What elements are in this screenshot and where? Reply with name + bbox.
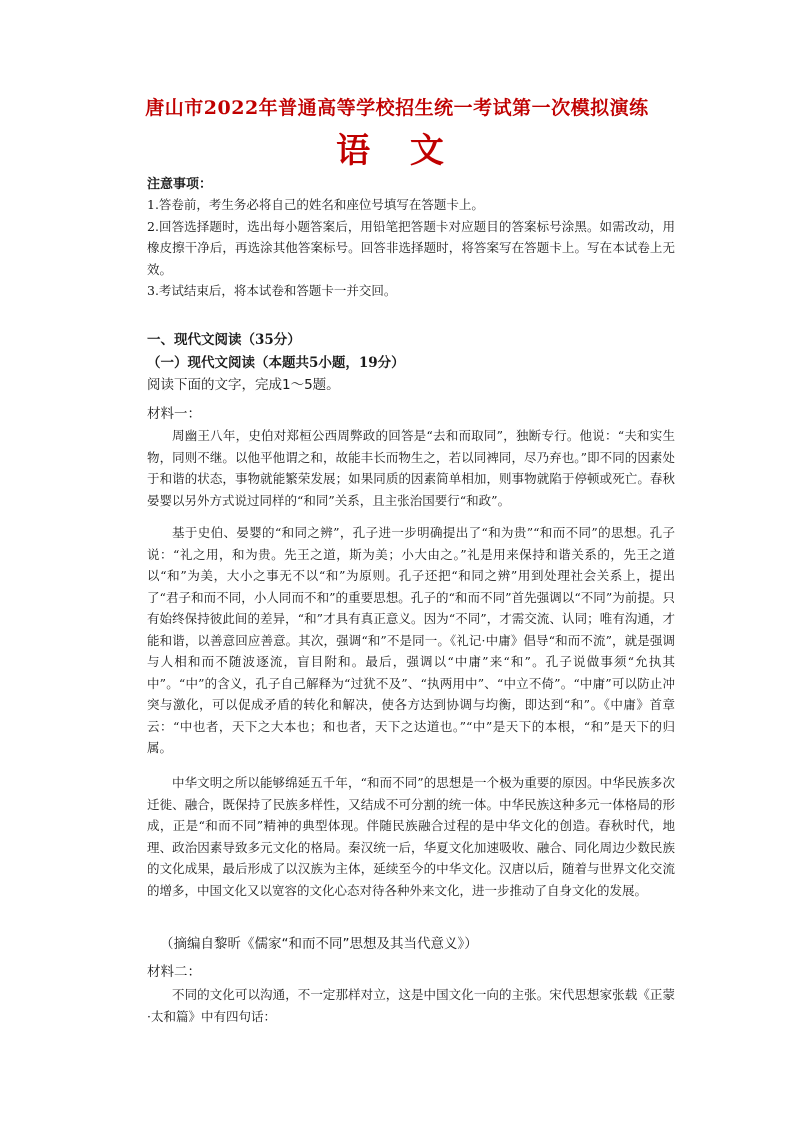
material2-label: 材料二： bbox=[147, 964, 201, 980]
subject-title: 语 文 bbox=[336, 131, 458, 171]
material1-paragraph-3 bbox=[147, 772, 675, 901]
material1-paragraph-2 bbox=[147, 522, 675, 759]
notice-heading: 注意事项： bbox=[147, 177, 213, 192]
reading-instruction: 阅读下面的文字，完成1～5题。 bbox=[147, 377, 340, 393]
material1-label: 材料一： bbox=[147, 406, 201, 422]
notice-item-3: 3.考试结束后，将本试卷和答题卡一并交回。 bbox=[147, 283, 397, 298]
paragraph-text: 周幽王八年，史伯对郑桓公西周弊政的回答是“去和而取同”，独断专行。他说：“夫和实生物，同则不继。以他平他谓之和，故能丰长而物生之，若以同裨同，尽乃弃也。”即不同的因素处于和谐的状态，事物就能繁荣发展；如果同质的因素简单相加，则事物就陷于停顿或死亡。春秋晏婴以另外方式说过同样的“和同”关系，且主张治国要行“和政”。 bbox=[147, 428, 675, 508]
section-title: 一、现代文阅读（35分） bbox=[147, 332, 301, 348]
material2-paragraph-1 bbox=[147, 984, 675, 1027]
paragraph-text: 中华文明之所以能够绵延五千年，“和而不同”的思想是一个极为重要的原因。中华民族多次迁徙、融合，既保持了民族多样性，又结成不可分割的统一体。中华民族这种多元一体格局的形成，正是“和而不同”精神的典型体现。伴随民族融合过程的是中华文化的创造。春秋时代，地理、政治因素导致多元文化的格局。秦汉统一后，华夏文化加速吸收、融合、同化周边少数民族的文化成果，最后形成了以汉族为主体，延续至今的中华文化。汉唐以后，随着与世界文化交流的增多，中国文化又以宽容的文化心态对待各种外来文化，进一步推动了自身文化的发展。 bbox=[147, 775, 675, 898]
notice-list bbox=[147, 194, 675, 302]
notice-item-1: 1.答卷前，考生务必将自己的姓名和座位号填写在答题卡上。 bbox=[147, 197, 484, 212]
paragraph-text: 不同的文化可以沟通，不一定那样对立，这是中国文化一向的主张。宋代思想家张载《正蒙·太和篇》中有四句话： bbox=[147, 987, 675, 1024]
subsection-title: （一）现代文阅读（本题共5小题，19分） bbox=[147, 355, 405, 371]
exam-title: 唐山市2022年普通高等学校招生统一考试第一次模拟演练 bbox=[145, 97, 649, 119]
notice-item-2: 2.回答选择题时，选出每小题答案后，用铅笔把答题卡对应题目的答案标号涂黑。如需改动，用橡皮擦干净后，再选涂其他答案标号。回答非选择题时，将答案写在答题卡上。写在本试卷上无效。 bbox=[147, 218, 675, 277]
material1-paragraph-1 bbox=[147, 425, 675, 511]
material1-source: （摘编自黎昕《儒家“和而不同”思想及其当代意义》） bbox=[160, 936, 478, 952]
paragraph-text: 基于史伯、晏婴的“和同之辨”，孔子进一步明确提出了“和为贵”“和而不同”的思想。孔子说：“礼之用，和为贵。先王之道，斯为美；小大由之。”礼是用来保持和谐关系的，先王之道以“和”为美，大小之事无不以“和”为原则。孔子还把“和同之辨”用到处理社会关系上，提出了“君子和而不同，小人同而不和”的重要思想。孔子的“和而不同”首先强调以“不同”为前提。只有始终保持彼此间的差异，“和”才具有真正意义。因为“不同”，才需交流、认同；唯有沟通，才能和谐，以善意回应善意。其次，强调“和”不是同一。《礼记·中庸》倡导“和而不流”，就是强调与人相和而不随波逐流，盲目附和。最后，强调以“中庸”来“和”。孔子说做事须“允执其中”。“中”的含义，孔子自己解释为“过犹不及”、“执两用中”、“中立不倚”。“中庸”可以防止冲突与激化，可以促成矛盾的转化和解决，使各方达到协调与均衡，即达到“和”。《中庸》首章云：“中也者，天下之大本也；和也者，天下之达道也。”“中”是天下的本根，“和”是天下的归属。 bbox=[147, 525, 675, 755]
